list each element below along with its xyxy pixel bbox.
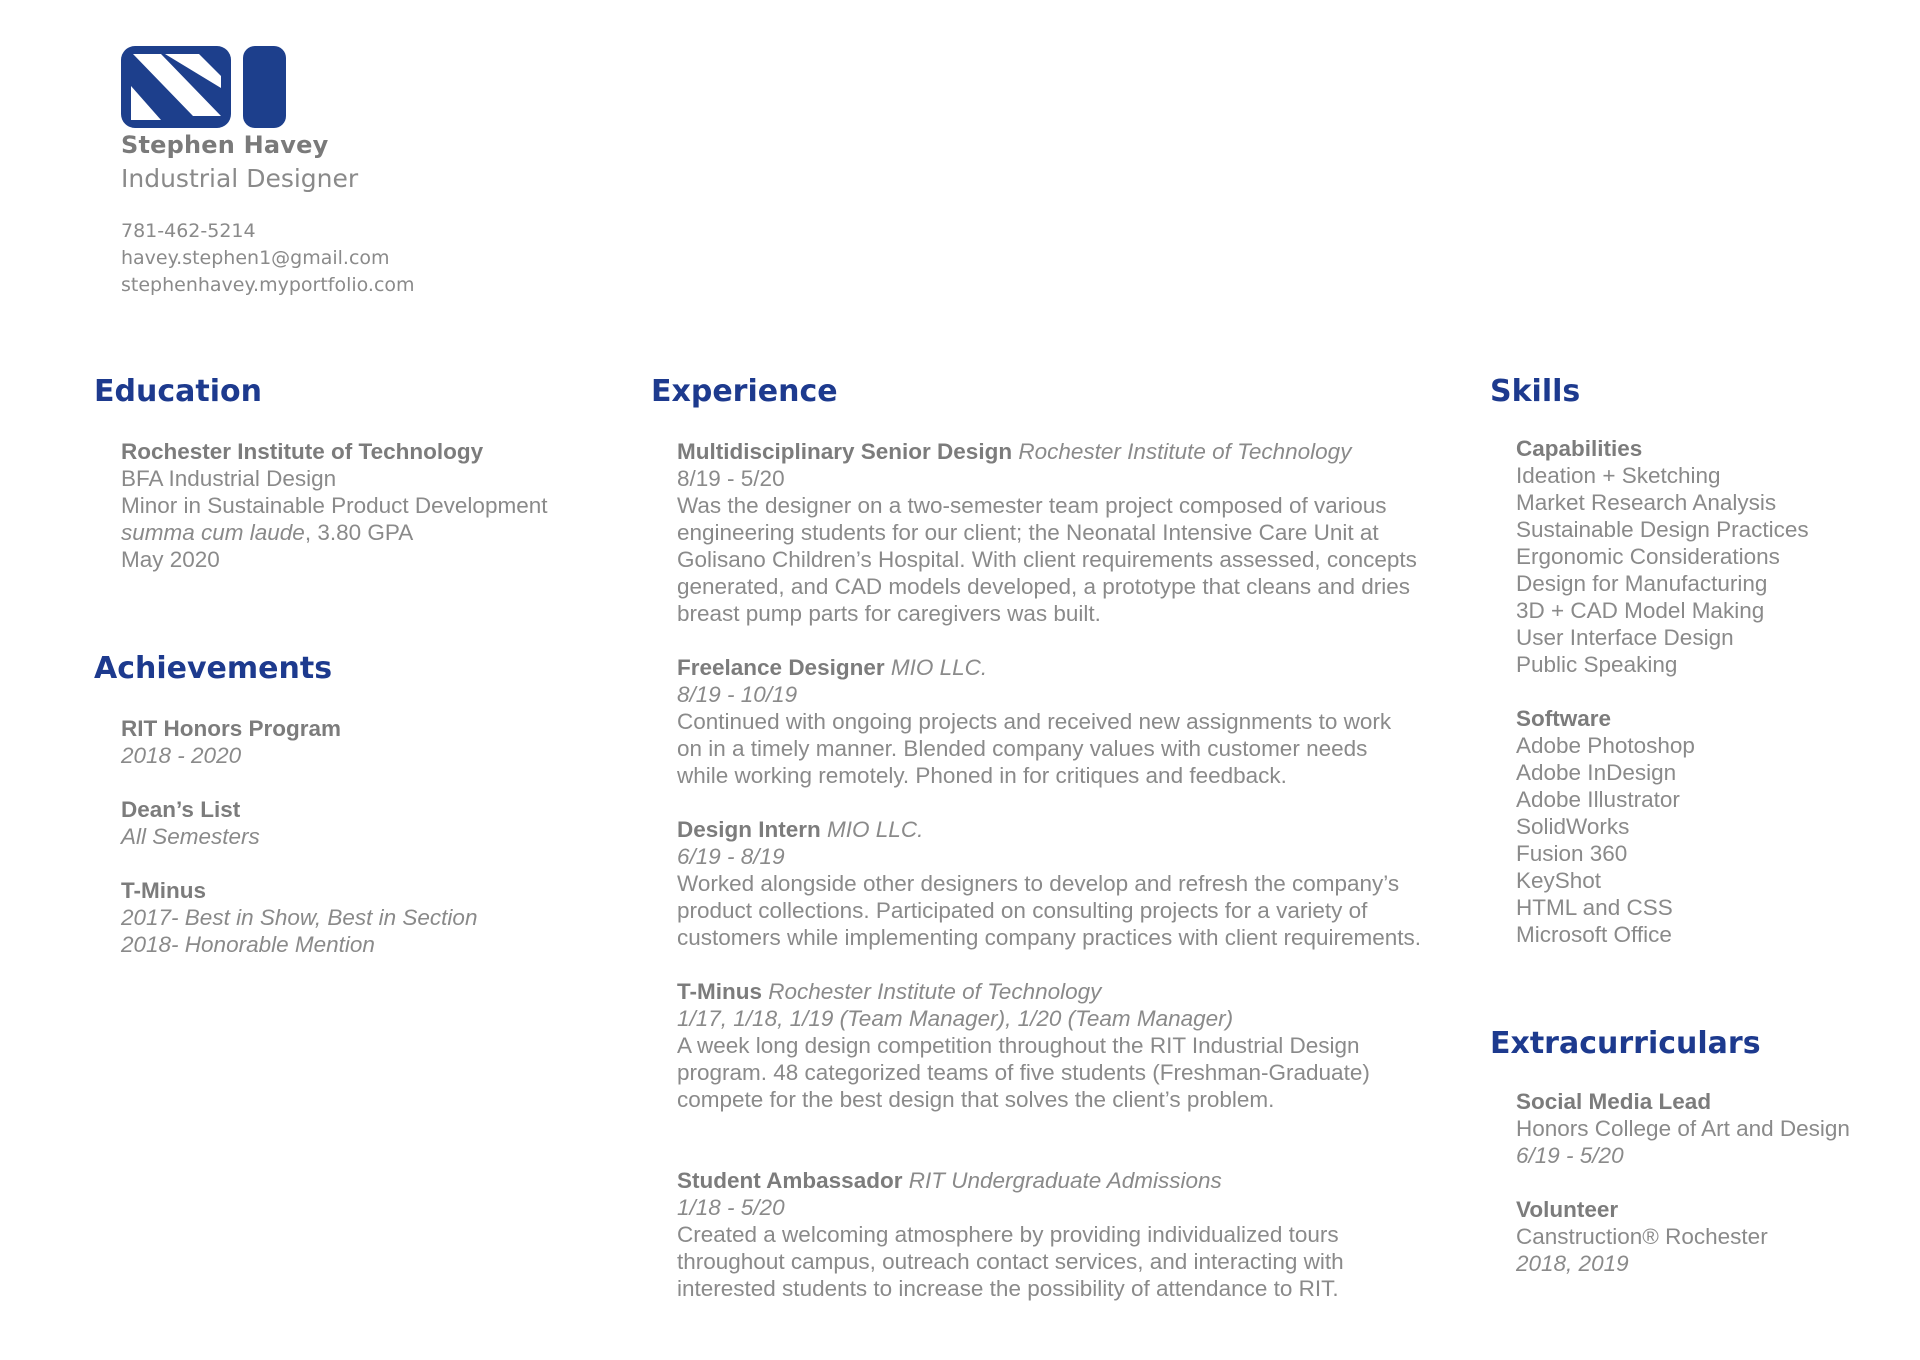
- email-address: havey.stephen1@gmail.com: [121, 247, 390, 269]
- achievement-title: Dean’s List: [121, 797, 241, 822]
- software-label: Software: [1516, 706, 1612, 731]
- capabilities-label: Capabilities: [1516, 436, 1643, 461]
- experience-date: 8/19 - 5/20: [677, 466, 785, 491]
- experience-desc-line: compete for the best design that solves the client’s problem.: [677, 1087, 1275, 1112]
- experience-role: Multidisciplinary Senior Design: [677, 439, 1013, 464]
- experience-item: [677, 438, 1421, 627]
- experience-desc-line: breast pump parts for caregivers was built.: [677, 601, 1101, 626]
- education-minor: Minor in Sustainable Product Development: [121, 493, 548, 518]
- achievement-detail: 2017- Best in Show, Best in Section: [121, 905, 478, 930]
- experience-desc-line: product collections. Participated on consulting projects for a variety of: [677, 898, 1368, 923]
- experience-heading: Experience: [651, 374, 838, 409]
- experience-item: [677, 816, 1421, 951]
- extracurricular-date: 6/19 - 5/20: [1516, 1143, 1624, 1168]
- candidate-title: Industrial Designer: [121, 164, 359, 193]
- software-group: [1516, 705, 1809, 948]
- education-school: Rochester Institute of Technology: [121, 439, 484, 464]
- software-item: Fusion 360: [1516, 841, 1628, 866]
- experience-date: 1/17, 1/18, 1/19 (Team Manager), 1/20 (Team Manager): [677, 1006, 1234, 1031]
- education-heading: Education: [94, 374, 262, 409]
- portfolio-website: stephenhavey.myportfolio.com: [121, 274, 415, 296]
- achievement-detail: 2018 - 2020: [121, 743, 242, 768]
- extracurriculars-section: [1516, 1088, 1850, 1304]
- software-item: Adobe Illustrator: [1516, 787, 1680, 812]
- software-item: HTML and CSS: [1516, 895, 1673, 920]
- achievement-detail: 2018- Honorable Mention: [121, 932, 375, 957]
- extracurricular-org: Honors College of Art and Design: [1516, 1116, 1850, 1141]
- software-item: KeyShot: [1516, 868, 1602, 893]
- capabilities-group: [1516, 435, 1809, 678]
- experience-section: [677, 438, 1421, 1329]
- education-section: [121, 438, 547, 573]
- experience-org: RIT Undergraduate Admissions: [908, 1168, 1222, 1193]
- extracurricular-title: Volunteer: [1516, 1197, 1619, 1222]
- experience-org: MIO LLC.: [827, 817, 924, 842]
- experience-desc-line: Was the designer on a two-semester team project composed of various: [677, 493, 1387, 518]
- skills-heading: Skills: [1490, 374, 1581, 409]
- experience-role: Student Ambassador: [677, 1168, 903, 1193]
- extracurriculars-heading: Extracurriculars: [1490, 1026, 1761, 1061]
- education-honors-line: [121, 519, 547, 546]
- education-gpa: , 3.80 GPA: [304, 520, 414, 545]
- skill-item: Public Speaking: [1516, 652, 1678, 677]
- skill-item: Ideation + Sketching: [1516, 463, 1721, 488]
- experience-item: [677, 978, 1421, 1113]
- skill-item: Market Research Analysis: [1516, 490, 1777, 515]
- achievement-item: [121, 796, 477, 850]
- experience-item: [677, 654, 1421, 789]
- experience-desc-line: A week long design competition throughout the RIT Industrial Design: [677, 1033, 1360, 1058]
- experience-desc-line: program. 48 categorized teams of five students (Freshman-Graduate): [677, 1060, 1370, 1085]
- experience-org: MIO LLC.: [890, 655, 988, 680]
- skills-section: [1516, 435, 1809, 948]
- achievement-title: T-Minus: [121, 878, 206, 903]
- experience-role: Freelance Designer: [677, 655, 885, 680]
- experience-desc-line: Created a welcoming atmosphere by providing individualized tours: [677, 1222, 1339, 1247]
- sh-monogram-logo: [121, 46, 286, 128]
- achievement-title: RIT Honors Program: [121, 716, 342, 741]
- skill-item: 3D + CAD Model Making: [1516, 598, 1765, 623]
- education-honors: summa cum laude: [121, 520, 305, 545]
- skill-item: Sustainable Design Practices: [1516, 517, 1809, 542]
- experience-desc-line: throughout campus, outreach contact services, and interacting with: [677, 1249, 1344, 1274]
- skill-item: Ergonomic Considerations: [1516, 544, 1780, 569]
- experience-date: 1/18 - 5/20: [677, 1195, 785, 1220]
- skill-item: User Interface Design: [1516, 625, 1734, 650]
- experience-desc-line: on in a timely manner. Blended company values with customer needs: [677, 736, 1368, 761]
- experience-role-line: [677, 1167, 1421, 1194]
- skill-item: Design for Manufacturing: [1516, 571, 1768, 596]
- achievement-item: [121, 715, 477, 769]
- experience-role-line: [677, 978, 1421, 1005]
- software-item: Adobe InDesign: [1516, 760, 1677, 785]
- experience-desc-line: engineering students for our client; the Neonatal Intensive Care Unit at: [677, 520, 1379, 545]
- extracurricular-title: Social Media Lead: [1516, 1089, 1712, 1114]
- experience-role-line: [677, 816, 1421, 843]
- software-item: Adobe Photoshop: [1516, 733, 1695, 758]
- experience-role-line: [677, 438, 1421, 465]
- experience-date: 8/19 - 10/19: [677, 682, 798, 707]
- extracurricular-org: Canstruction® Rochester: [1516, 1224, 1768, 1249]
- experience-desc-line: generated, and CAD models developed, a prototype that cleans and dries: [677, 574, 1410, 599]
- experience-desc-line: Golisano Children’s Hospital. With client requirements assessed, concepts: [677, 547, 1417, 572]
- experience-role: Design Intern: [677, 817, 821, 842]
- candidate-name: Stephen Havey: [121, 131, 329, 159]
- education-degree: BFA Industrial Design: [121, 466, 337, 491]
- extracurricular-item: [1516, 1088, 1850, 1169]
- experience-role: T-Minus: [677, 979, 762, 1004]
- experience-desc-line: customers while implementing company practices with client requirements.: [677, 925, 1422, 950]
- experience-desc-line: Continued with ongoing projects and received new assignments to work: [677, 709, 1392, 734]
- achievement-detail: All Semesters: [121, 824, 260, 849]
- experience-org: Rochester Institute of Technology: [768, 979, 1102, 1004]
- experience-org: Rochester Institute of Technology: [1018, 439, 1352, 464]
- experience-desc-line: Worked alongside other designers to develop and refresh the company’s: [677, 871, 1400, 896]
- extracurricular-item: [1516, 1196, 1850, 1277]
- extracurricular-date: 2018, 2019: [1516, 1251, 1629, 1276]
- phone-number: 781-462-5214: [121, 220, 256, 242]
- experience-date: 6/19 - 8/19: [677, 844, 785, 869]
- experience-desc-line: interested students to increase the possibility of attendance to RIT.: [677, 1276, 1339, 1301]
- achievements-section: [121, 715, 477, 985]
- software-item: Microsoft Office: [1516, 922, 1672, 947]
- achievement-item: [121, 877, 477, 958]
- achievements-heading: Achievements: [94, 651, 333, 686]
- experience-desc-line: while working remotely. Phoned in for critiques and feedback.: [677, 763, 1287, 788]
- contact-info: [121, 218, 415, 299]
- experience-item: [677, 1167, 1421, 1302]
- software-item: SolidWorks: [1516, 814, 1630, 839]
- experience-role-line: [677, 654, 1421, 681]
- education-date: May 2020: [121, 547, 220, 572]
